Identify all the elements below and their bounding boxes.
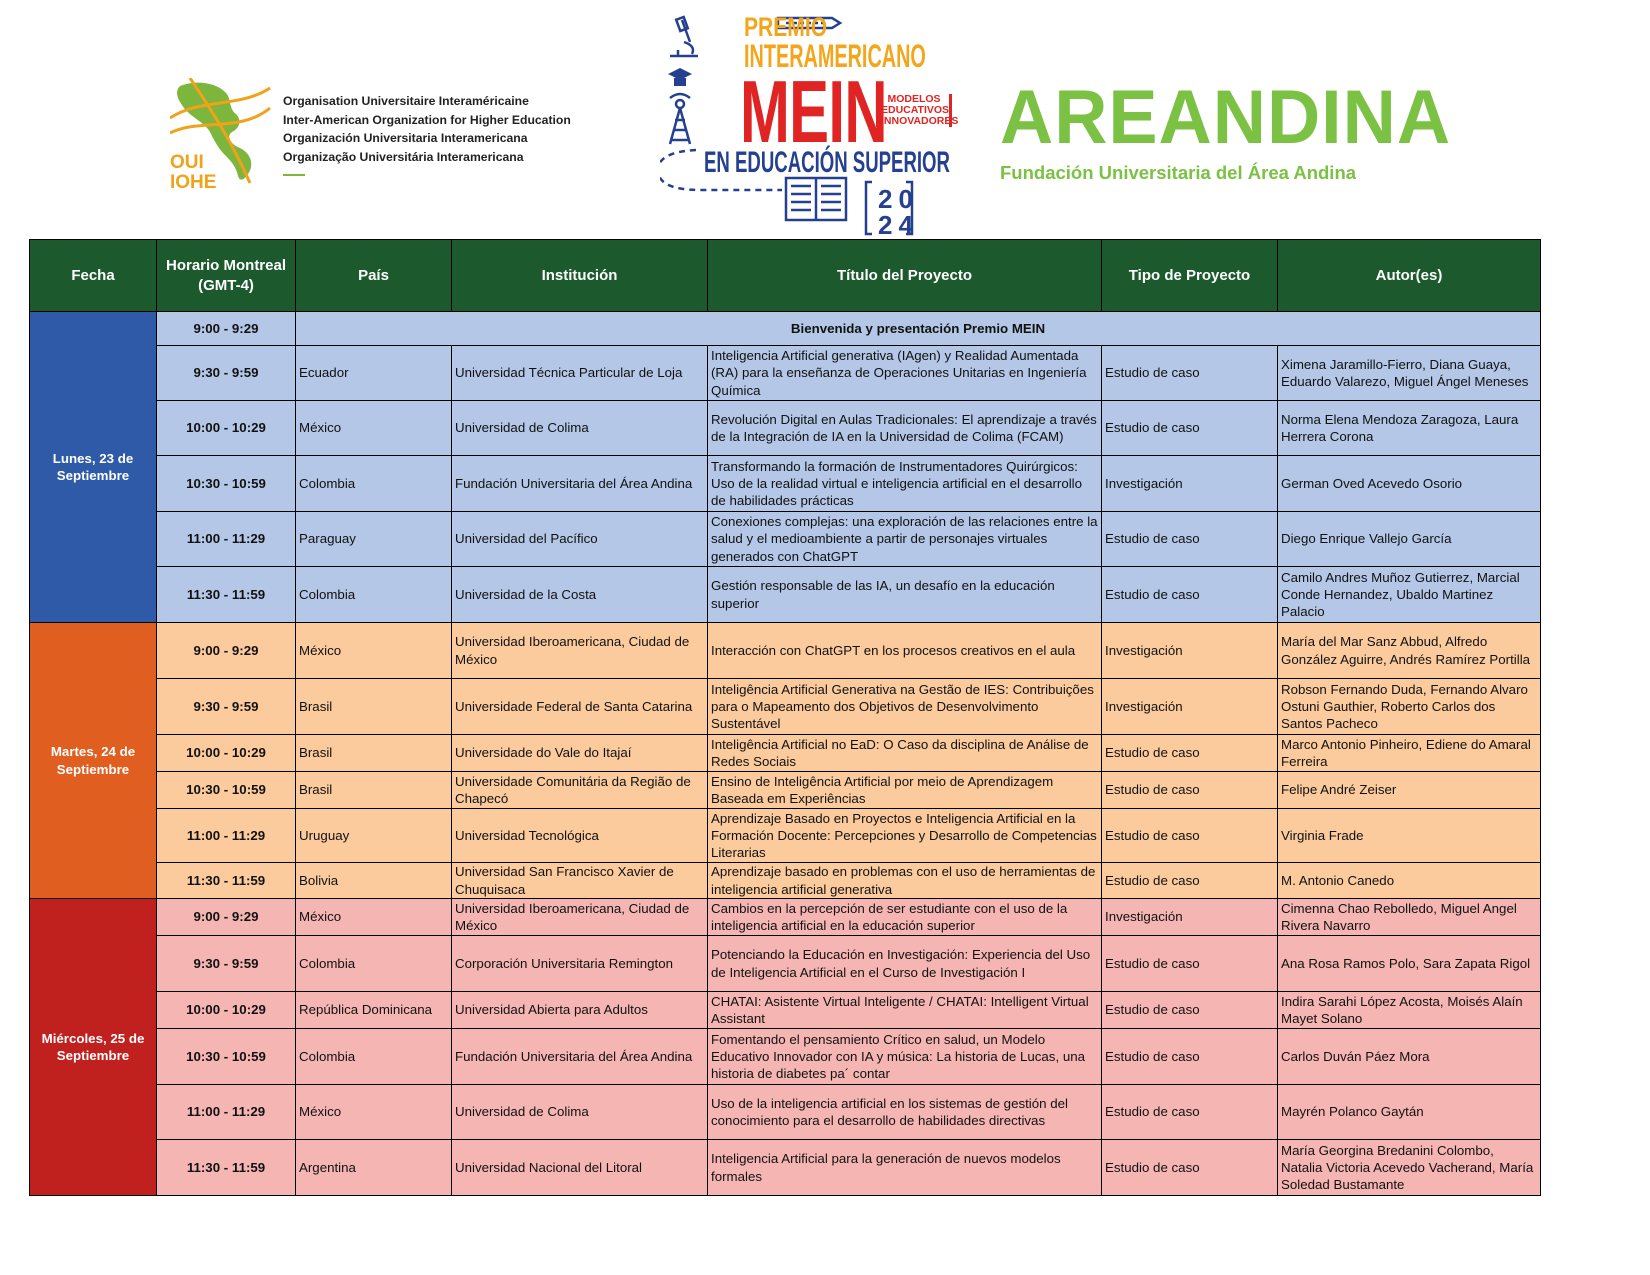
institution-cell: Universidad Tecnológica [452,809,708,863]
mein-sub-line: EDUCATIVOS [881,104,950,116]
authors-cell: Marco Antonio Pinheiro, Ediene do Amaral Ferreira [1278,735,1541,772]
institution-cell: Fundación Universitaria del Área Andina [452,1029,708,1085]
welcome-banner-cell: Bienvenida y presentación Premio MEIN [296,312,1541,346]
country-cell: Argentina [296,1140,452,1196]
time-cell: 10:00 - 10:29 [157,992,296,1029]
mein-year-bottom: 24 [878,210,919,240]
type-cell: Investigación [1102,679,1278,735]
type-cell: Investigación [1102,456,1278,512]
authors-cell: María Georgina Bredanini Colombo, Natalia Victoria Acevedo Vacherand, María Soledad Bustamante [1278,1140,1541,1196]
country-cell: Brasil [296,772,452,809]
schedule-table [29,239,1541,1196]
type-cell: Estudio de caso [1102,735,1278,772]
table-row [30,936,1541,992]
type-cell: Estudio de caso [1102,809,1278,863]
oui-organization-names [283,92,571,166]
table-row [30,1140,1541,1196]
oui-name-en: Inter-American Organization for Higher Education [283,112,571,127]
time-cell: 11:30 - 11:59 [157,1140,296,1196]
time-cell: 9:00 - 9:29 [157,899,296,936]
title-cell: Inteligência Artificial Generativa na Gestão de IES: Contribuições para o Mapeamento dos Objetivos de Desenvolvimento Sustentável [708,679,1102,735]
authors-cell: Felipe André Zeiser [1278,772,1541,809]
time-cell: 10:30 - 10:59 [157,772,296,809]
areandina-logo [1000,72,1452,192]
time-cell: 9:30 - 9:59 [157,679,296,735]
table-row [30,1029,1541,1085]
time-cell: 10:30 - 10:59 [157,456,296,512]
table-row [30,456,1541,512]
type-cell: Estudio de caso [1102,863,1278,899]
oui-name-es: Organización Universitaria Interamericana [283,131,528,146]
title-cell: Aprendizaje basado en problemas con el uso de herramientas de inteligencia artificial generativa [708,863,1102,899]
institution-cell: Universidad de la Costa [452,567,708,623]
authors-cell: Diego Enrique Vallejo García [1278,512,1541,567]
oui-name-fr: Organisation Universitaire Interaméricaine [283,94,529,108]
time-cell: 11:30 - 11:59 [157,863,296,899]
schedule-body [30,312,1541,1196]
title-cell: Revolución Digital en Aulas Tradicionales: El aprendizaje a través de la Integración de IA en la Universidad de Colima (FCAM) [708,401,1102,456]
day-label-cell: Martes, 24 de Septiembre [30,623,157,899]
table-row [30,623,1541,679]
authors-cell: Indira Sarahi López Acosta, Moisés Alaín Mayet Solano [1278,992,1541,1029]
title-cell: Gestión responsable de las IA, un desafío en la educación superior [708,567,1102,623]
time-cell: 11:30 - 11:59 [157,567,296,623]
table-row [30,735,1541,772]
title-cell: Potenciando la Educación en Investigación: Experiencia del Uso de Inteligencia Artificial en el Curso de Investigación I [708,936,1102,992]
institution-cell: Universidad Iberoamericana, Ciudad de México [452,899,708,936]
title-cell: Inteligencia Artificial generativa (IAgen) y Realidad Aumentada (RA) para la enseñanza de Operaciones Unitarias en Ingeniería Química [708,346,1102,401]
time-cell: 9:30 - 9:59 [157,346,296,401]
institution-cell: Universidad Iberoamericana, Ciudad de México [452,623,708,679]
time-cell: 10:00 - 10:29 [157,401,296,456]
oui-name-pt: Organização Universitária Interamericana [283,149,524,164]
authors-cell: German Oved Acevedo Osorio [1278,456,1541,512]
authors-cell: Virginia Frade [1278,809,1541,863]
table-row [30,772,1541,809]
authors-cell: Ana Rosa Ramos Polo, Sara Zapata Rigol [1278,936,1541,992]
type-cell: Estudio de caso [1102,772,1278,809]
title-cell: Interacción con ChatGPT en los procesos creativos en el aula [708,623,1102,679]
title-cell: Aprendizaje Basado en Proyectos e Inteligencia Artificial en la Formación Docente: Percepciones y Desarrollo de Competencias Literarias [708,809,1102,863]
day-label-cell: Miércoles, 25 de Septiembre [30,899,157,1196]
title-cell: Uso de la inteligencia artificial en los sistemas de gestión del conocimiento para el desarrollo de habilidades directivas [708,1085,1102,1140]
table-row [30,567,1541,623]
mein-year-top: 20 [878,184,919,214]
time-cell: 9:00 - 9:29 [157,623,296,679]
oui-iohe-logo [170,78,590,193]
mein-wordmark: MEIN [740,62,887,161]
institution-cell: Fundación Universitaria del Área Andina [452,456,708,512]
type-cell: Estudio de caso [1102,992,1278,1029]
country-cell: Ecuador [296,346,452,401]
institution-cell: Universidad San Francisco Xavier de Chuquisaca [452,863,708,899]
institution-cell: Universidad Abierta para Adultos [452,992,708,1029]
institution-cell: Universidad del Pacífico [452,512,708,567]
authors-cell: M. Antonio Canedo [1278,863,1541,899]
institution-cell: Universidade Federal de Santa Catarina [452,679,708,735]
authors-cell: María del Mar Sanz Abbud, Alfredo González Aguirre, Andrés Ramírez Portilla [1278,623,1541,679]
authors-cell: Cimenna Chao Rebolledo, Miguel Angel Rivera Navarro [1278,899,1541,936]
authors-cell: Robson Fernando Duda, Fernando Alvaro Ostuni Gauthier, Roberto Carlos dos Santos Pacheco [1278,679,1541,735]
table-header-row [30,240,1541,312]
institution-cell: Universidad de Colima [452,1085,708,1140]
time-cell: 10:30 - 10:59 [157,1029,296,1085]
type-cell: Estudio de caso [1102,936,1278,992]
mein-premio-text: PREMIO [744,12,828,42]
type-cell: Estudio de caso [1102,1085,1278,1140]
country-cell: Colombia [296,567,452,623]
table-row [30,512,1541,567]
time-cell: 11:00 - 11:29 [157,512,296,567]
areandina-wordmark: AREANDINA [1000,75,1452,160]
oui-abbreviation [170,153,216,193]
authors-cell: Ximena Jaramillo-Fierro, Diana Guaya, Eduardo Valarezo, Miguel Ángel Meneses [1278,346,1541,401]
mein-subtitle [876,93,959,127]
premio-mein-logo [660,12,970,242]
day-label-cell: Lunes, 23 de Septiembre [30,312,157,623]
header-horario: Horario Montreal (GMT-4) [157,240,296,312]
header-fecha: Fecha [30,240,157,312]
institution-cell: Universidad Técnica Particular de Loja [452,346,708,401]
time-cell: 11:00 - 11:29 [157,1085,296,1140]
title-cell: Transformando la formación de Instrumentadores Quirúrgicos: Uso de la realidad virtual e inteligencia artificial en el desarrollo de habilidades prácticas [708,456,1102,512]
title-cell: Inteligencia Artificial para la generación de nuevos modelos formales [708,1140,1102,1196]
country-cell: Colombia [296,456,452,512]
mein-education-text: EN EDUCACIÓN SUPERIOR [704,146,950,179]
institution-cell: Universidade do Vale do Itajaí [452,735,708,772]
country-cell: Brasil [296,735,452,772]
mein-sub-line: MODELOS [887,93,941,105]
table-row [30,346,1541,401]
table-row [30,401,1541,456]
authors-cell: Camilo Andres Muñoz Gutierrez, Marcial Conde Hernandez, Ubaldo Martinez Palacio [1278,567,1541,623]
country-cell: República Dominicana [296,992,452,1029]
type-cell: Estudio de caso [1102,1029,1278,1085]
country-cell: Paraguay [296,512,452,567]
country-cell: México [296,899,452,936]
type-cell: Estudio de caso [1102,567,1278,623]
country-cell: Colombia [296,1029,452,1085]
title-cell: CHATAI: Asistente Virtual Inteligente / CHATAI: Intelligent Virtual Assistant [708,992,1102,1029]
authors-cell: Carlos Duván Páez Mora [1278,1029,1541,1085]
table-row [30,899,1541,936]
table-row [30,312,1541,346]
type-cell: Estudio de caso [1102,346,1278,401]
institution-cell: Universidade Comunitária da Região de Chapecó [452,772,708,809]
type-cell: Investigación [1102,623,1278,679]
areandina-subtitle: Fundación Universitaria del Área Andina [1000,162,1357,183]
oui-abbr-line: OUI [170,152,204,173]
country-cell: México [296,1085,452,1140]
mein-interamericano-text: INTERAMERICANO [744,38,926,74]
time-cell: 10:00 - 10:29 [157,735,296,772]
type-cell: Estudio de caso [1102,401,1278,456]
table-row [30,1085,1541,1140]
header-pais: País [296,240,452,312]
title-cell: Ensino de Inteligência Artificial por meio de Aprendizagem Baseada em Experiências [708,772,1102,809]
title-cell: Cambios en la percepción de ser estudiante con el uso de la inteligencia artificial en la educación superior [708,899,1102,936]
country-cell: México [296,623,452,679]
table-row [30,863,1541,899]
header-titulo: Título del Proyecto [708,240,1102,312]
country-cell: Uruguay [296,809,452,863]
title-cell: Conexiones complejas: una exploración de las relaciones entre la salud y el medioambiente a partir de personajes virtuales generados con ChatGPT [708,512,1102,567]
institution-cell: Corporación Universitaria Remington [452,936,708,992]
institution-cell: Universidad Nacional del Litoral [452,1140,708,1196]
header-tipo: Tipo de Proyecto [1102,240,1278,312]
institution-cell: Universidad de Colima [452,401,708,456]
table-row [30,809,1541,863]
mein-sub-line: INNOVADORES [881,115,959,127]
title-cell: Inteligência Artificial no EaD: O Caso da disciplina de Análise de Redes Sociais [708,735,1102,772]
authors-cell: Norma Elena Mendoza Zaragoza, Laura Herrera Corona [1278,401,1541,456]
time-cell: 9:30 - 9:59 [157,936,296,992]
country-cell: Bolivia [296,863,452,899]
type-cell: Investigación [1102,899,1278,936]
oui-divider [283,174,305,176]
header-autores: Autor(es) [1278,240,1541,312]
authors-cell: Mayrén Polanco Gaytán [1278,1085,1541,1140]
table-row [30,679,1541,735]
time-cell: 9:00 - 9:29 [157,312,296,346]
iohe-abbr-line: IOHE [170,172,217,193]
country-cell: México [296,401,452,456]
country-cell: Brasil [296,679,452,735]
time-cell: 11:00 - 11:29 [157,809,296,863]
type-cell: Estudio de caso [1102,512,1278,567]
type-cell: Estudio de caso [1102,1140,1278,1196]
title-cell: Fomentando el pensamiento Crítico en salud, un Modelo Educativo Innovador con IA y música: La historia de Lucas, una historia de diabetes pa´ contar [708,1029,1102,1085]
header-institucion: Institución [452,240,708,312]
country-cell: Colombia [296,936,452,992]
table-row [30,992,1541,1029]
